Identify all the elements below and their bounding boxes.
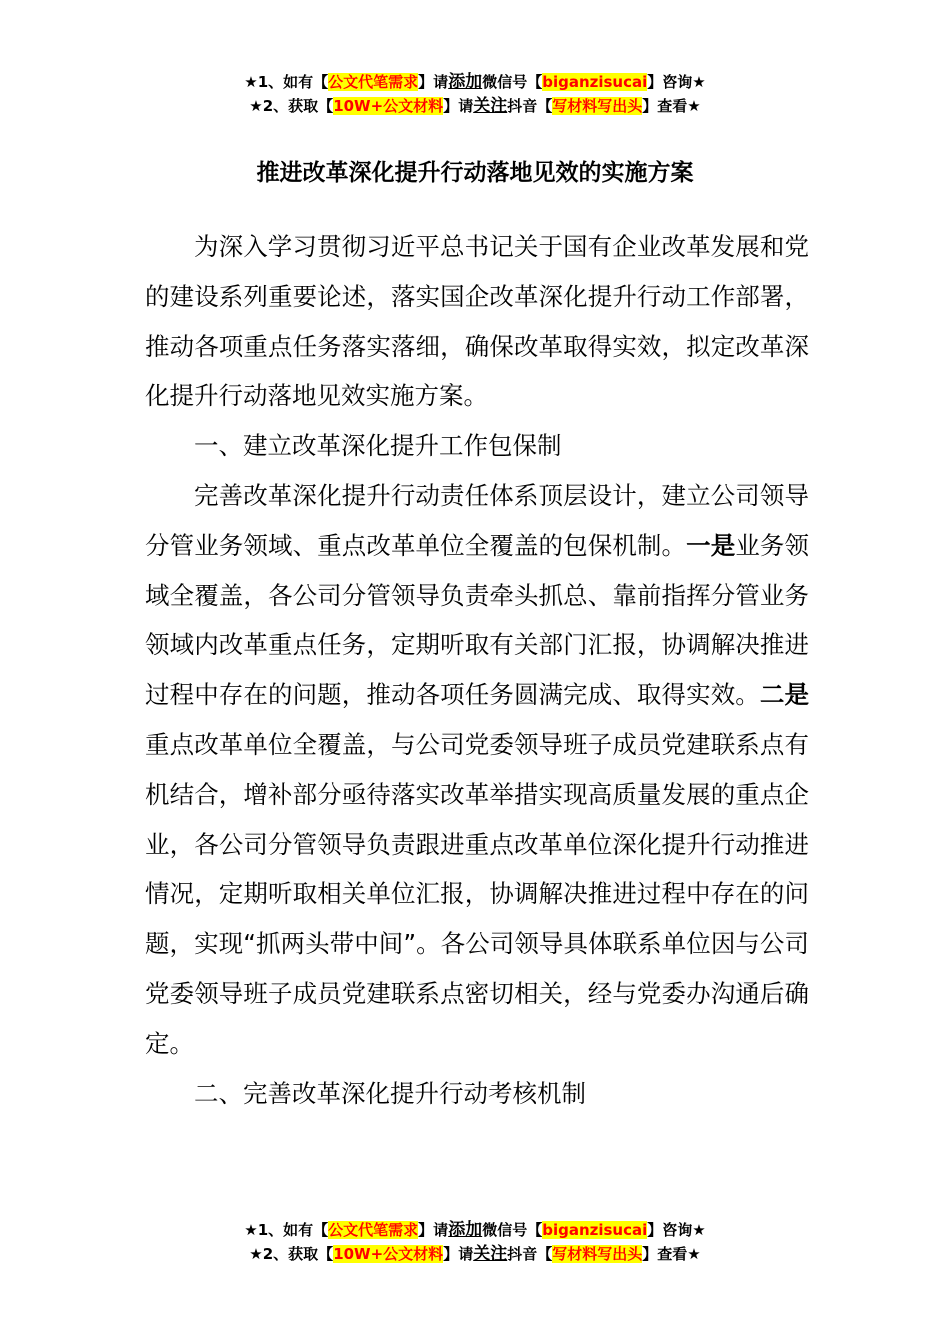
- star-icon: ★: [687, 1245, 701, 1263]
- point-label-1: 一是: [686, 530, 736, 560]
- document-title: 推进改革深化提升行动落地见效的实施方案: [256, 160, 694, 186]
- banner-text: 】请: [443, 1245, 474, 1263]
- highlight-materials: 10W+公文材料: [333, 97, 444, 115]
- highlight-wechat-id: biganzisucai: [542, 1221, 648, 1239]
- banner-text: 】咨询: [647, 73, 693, 91]
- highlight-service: 公文代笔需求: [328, 73, 419, 91]
- banner-text: 抖音【: [507, 97, 553, 115]
- section-heading-2: 二、完善改革深化提升行动考核机制: [194, 1078, 586, 1108]
- highlight-materials: 10W+公文材料: [333, 1245, 444, 1263]
- point-label-2: 二是: [759, 680, 810, 710]
- highlight-service: 公文代笔需求: [328, 1221, 419, 1239]
- star-icon: ★: [249, 97, 263, 115]
- intro-paragraph: 为深入学习贯彻习近平总书记关于国有企业改革发展和党的建设系列重要论述，落实国企改革深化提升行动工作部署，推动各项重点任务落实落细，确保改革取得实效，拟定改革深化提升行动落地见效实施方案。: [145, 232, 809, 411]
- underlined-text: 添加: [448, 1220, 483, 1240]
- footer-banner: [0, 1218, 950, 1266]
- section-1-lead: 完善改革深化提升行动责任体系顶层设计，建立公司领导分管业务领域、重点改革单位全覆盖的包保机制。: [145, 480, 809, 560]
- section-1-paragraph: [145, 471, 809, 1069]
- document-body: [145, 222, 809, 1118]
- underlined-text: 添加: [448, 72, 483, 92]
- underlined-text: 关注: [473, 96, 508, 116]
- banner-text: 】请: [443, 97, 474, 115]
- banner-text: 1、如有【: [257, 1221, 329, 1239]
- banner-text: 抖音【: [507, 1245, 553, 1263]
- banner-text: 】咨询: [647, 1221, 693, 1239]
- banner-text: 】查看: [642, 1245, 688, 1263]
- banner-line-2: [0, 1242, 950, 1266]
- banner-text: 微信号【: [482, 1221, 543, 1239]
- highlight-wechat-id: biganzisucai: [542, 73, 648, 91]
- point-text-1: 业务领域全覆盖，各公司分管领导负责牵头抓总、靠前指挥分管业务领域内改革重点任务，定期听取有关部门汇报，协调解决推进过程中存在的问题，推动各项任务圆满完成、取得实效。: [145, 530, 810, 710]
- banner-line-1: [0, 70, 950, 94]
- star-icon: ★: [244, 1221, 258, 1239]
- section-heading-1: 一、建立改革深化提升工作包保制: [194, 431, 562, 461]
- banner-text: 微信号【: [482, 73, 543, 91]
- underlined-text: 关注: [473, 1244, 508, 1264]
- star-icon: ★: [249, 1245, 263, 1263]
- banner-line-1: [0, 1218, 950, 1242]
- banner-text: 2、获取【: [262, 1245, 334, 1263]
- banner-text: 】请: [418, 1221, 449, 1239]
- highlight-douyin: 写材料写出头: [552, 97, 643, 115]
- star-icon: ★: [692, 73, 706, 91]
- header-banner: [0, 70, 950, 118]
- banner-text: 1、如有【: [257, 73, 329, 91]
- star-icon: ★: [687, 97, 701, 115]
- star-icon: ★: [692, 1221, 706, 1239]
- banner-text: 】请: [418, 73, 449, 91]
- banner-line-2: [0, 94, 950, 118]
- star-icon: ★: [244, 73, 258, 91]
- highlight-douyin: 写材料写出头: [552, 1245, 643, 1263]
- point-text-2: 重点改革单位全覆盖，与公司党委领导班子成员党建联系点有机结合，增补部分亟待落实改革举措实现高质量发展的重点企业，各公司分管领导负责跟进重点改革单位深化提升行动推进情况，定期听取相关单位汇报，协调解决推进过程中存在的问题，实现“抓两头带中间”。各公司领导具体联系单位因与公司党委领导班子成员党建联系点密切相关，经与党委办沟通后确定。: [145, 729, 809, 1058]
- banner-text: 】查看: [642, 97, 688, 115]
- banner-text: 2、获取【: [262, 97, 334, 115]
